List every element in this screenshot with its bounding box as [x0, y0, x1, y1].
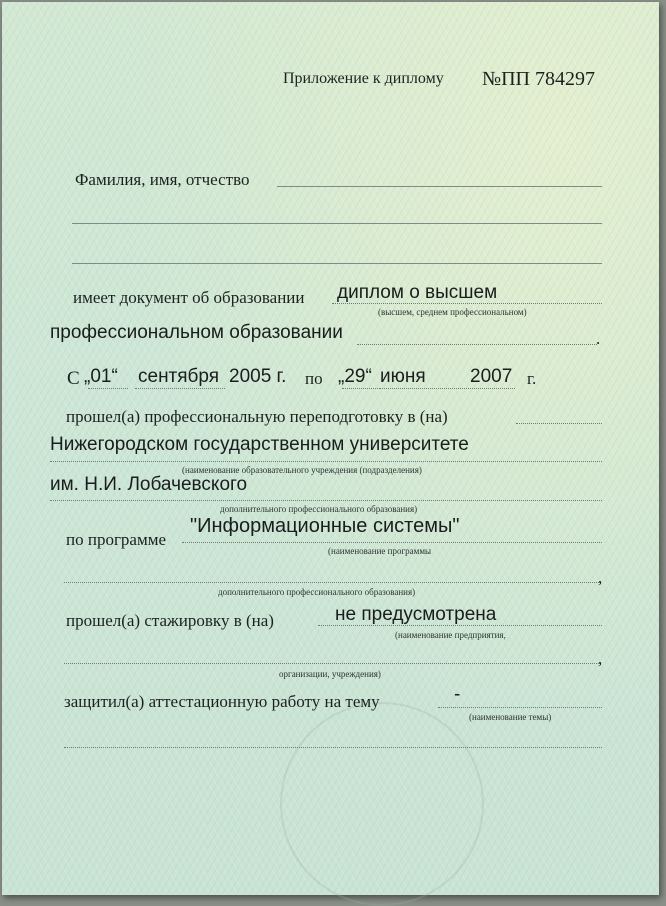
period-to-prefix: по — [305, 369, 323, 388]
period-from-day-line — [88, 388, 128, 389]
retraining-line-0 — [516, 423, 602, 424]
internship-line-1 — [318, 625, 602, 626]
fio-line-3 — [72, 263, 602, 264]
internship-comma: , — [598, 649, 603, 668]
thesis-line-1 — [438, 707, 602, 708]
thesis-value: - — [454, 684, 461, 705]
internship-value: не предусмотрена — [335, 604, 497, 625]
period-to-month: июня — [380, 366, 426, 387]
education-label: имеет документ об образовании — [73, 288, 305, 307]
internship-hint-2: организации, учреждения) — [279, 669, 381, 679]
document-title: Приложение к диплому — [283, 70, 444, 87]
retraining-line-2 — [50, 500, 602, 501]
period-from-prefix: С — [67, 368, 80, 389]
education-line-1 — [332, 303, 602, 304]
period-to-day: „29“ — [338, 366, 372, 387]
education-value-2: профессиональном образовании — [50, 322, 343, 343]
period-from-month: сентября — [138, 366, 220, 387]
education-line-2 — [357, 344, 597, 345]
retraining-institution-2: им. Н.И. Лобачевского — [50, 474, 248, 495]
thesis-line-2 — [64, 747, 602, 748]
period-from-day: „01“ — [84, 366, 118, 387]
education-end-mark: . — [596, 329, 601, 348]
period-from-month-line — [135, 388, 225, 389]
program-line-2 — [64, 582, 599, 583]
education-value-1: диплом о высшем — [337, 282, 498, 303]
internship-hint-1: (наименование предприятия, — [395, 630, 506, 640]
diploma-supplement-sheet — [2, 2, 659, 895]
retraining-line-1 — [50, 461, 602, 462]
period-to-year: 2007 — [470, 366, 513, 387]
faded-seal — [280, 702, 484, 906]
thesis-label: защитил(а) аттестационную работу на тему — [64, 692, 380, 711]
fio-line-1 — [277, 186, 602, 187]
fio-line-2 — [72, 223, 602, 224]
retraining-label: прошел(а) профессиональную переподготовку в (на) — [66, 407, 448, 426]
program-value: "Информационные системы" — [190, 515, 460, 537]
retraining-hint-1: (наименование образовательного учреждения (подразделения) — [182, 465, 422, 475]
period-to-suffix: г. — [527, 369, 537, 388]
program-label: по программе — [66, 530, 167, 549]
internship-line-2 — [64, 663, 599, 664]
internship-label: прошел(а) стажировку в (на) — [66, 611, 274, 630]
retraining-institution-1: Нижегородском государственном университете — [50, 434, 469, 455]
education-hint: (высшем, среднем профессиональном) — [378, 307, 527, 317]
period-to-month-line — [380, 388, 515, 389]
document-number: №ПП 784297 — [482, 68, 595, 90]
program-line-1 — [182, 542, 602, 543]
program-hint-2: дополнительного профессионального образования) — [218, 587, 416, 597]
fio-label: Фамилия, имя, отчество — [75, 170, 250, 189]
period-from-year: 2005 г. — [229, 366, 287, 387]
retraining-hint-2: дополнительного профессионального образования) — [220, 504, 418, 514]
thesis-hint: (наименование темы) — [469, 712, 552, 722]
program-hint-1: (наименование программы — [328, 546, 432, 556]
period-to-day-line — [342, 388, 380, 389]
program-comma: , — [598, 568, 603, 587]
